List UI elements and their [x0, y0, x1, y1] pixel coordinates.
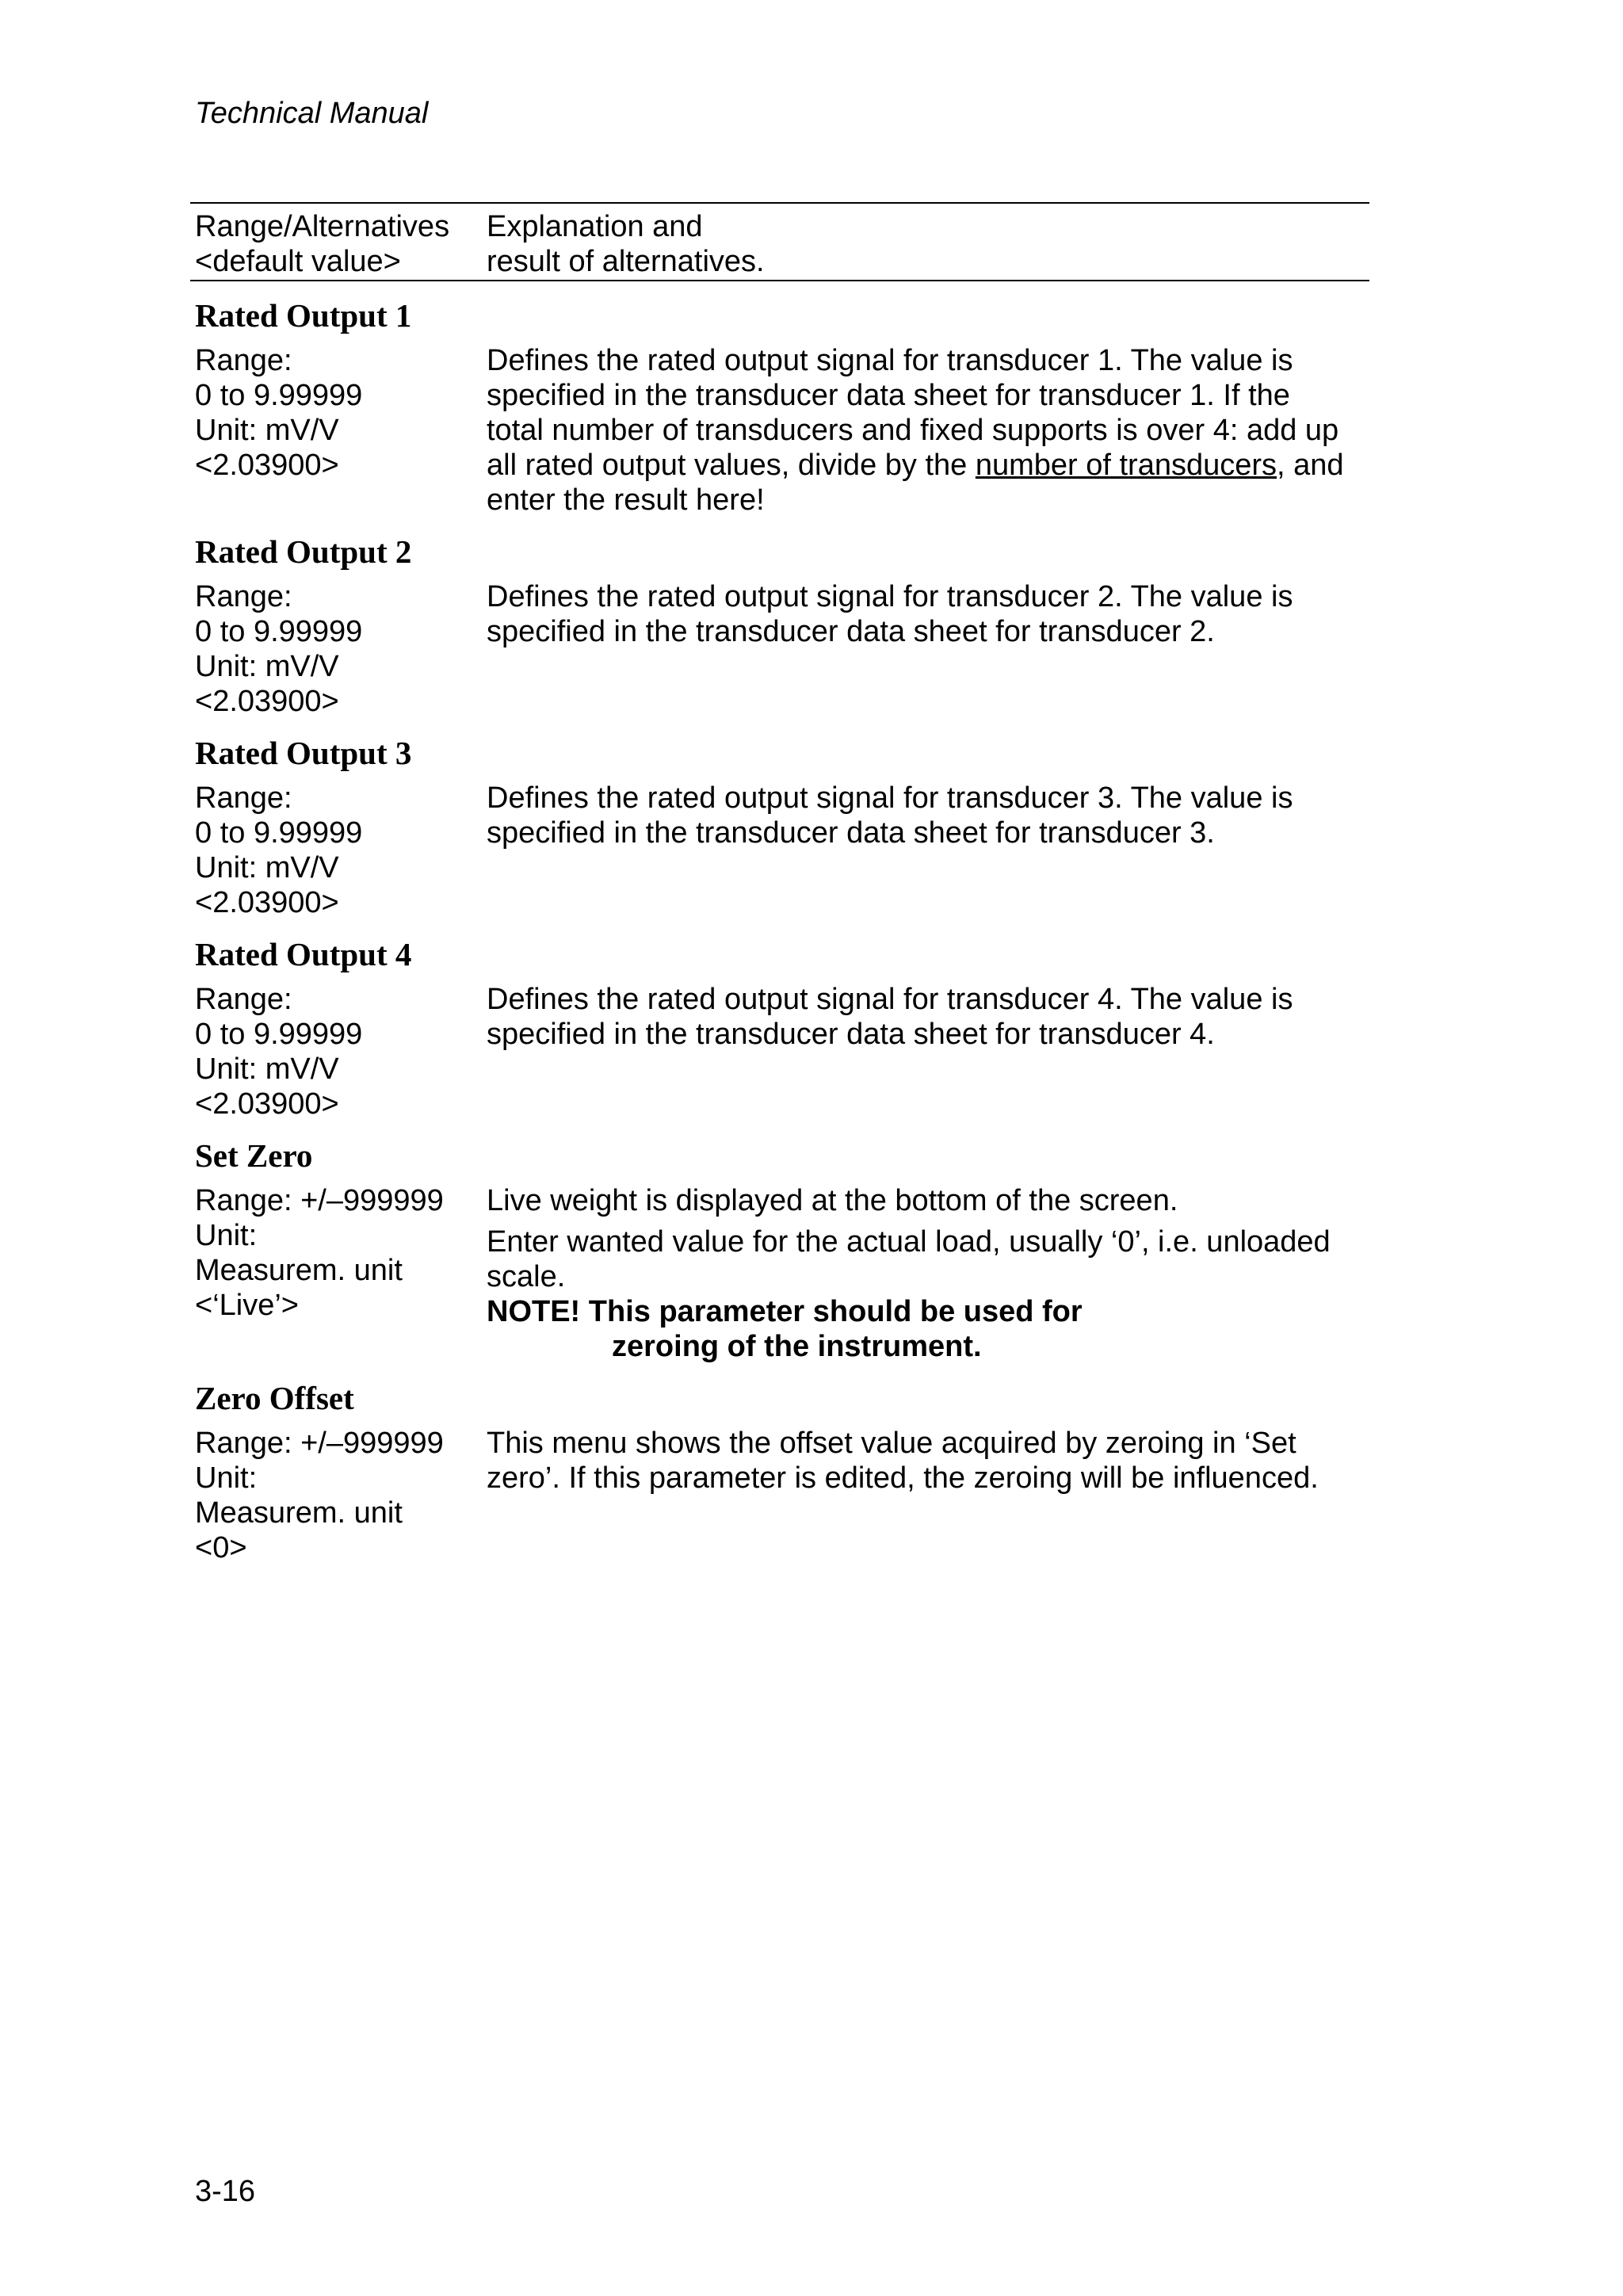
- range-line: 0 to 9.99999: [195, 379, 363, 412]
- range-line: Range:: [195, 580, 292, 613]
- explanation-line: Defines the rated output signal for transducer 1. The value is: [487, 344, 1293, 377]
- param-range-column: [190, 982, 487, 1121]
- explanation-line: specified in the transducer data sheet for transducer 3.: [487, 816, 1215, 850]
- param-range-column: [190, 579, 487, 719]
- range-line: Range:: [195, 344, 292, 377]
- param-title: Rated Output 1: [195, 297, 412, 334]
- param-range-column: [190, 343, 487, 518]
- param-title: Rated Output 4: [195, 936, 412, 972]
- table-header-right: [487, 209, 1369, 279]
- range-line: <2.03900>: [195, 685, 339, 718]
- range-line: 0 to 9.99999: [195, 816, 363, 850]
- param-body: [190, 982, 1369, 1121]
- param-range-column: [190, 1426, 487, 1565]
- explanation-line: Enter wanted value for the actual load, usually ‘0’, i.e. unloaded: [487, 1225, 1331, 1259]
- explanation-line: enter the result here!: [487, 483, 765, 517]
- param-explanation-column: [487, 1426, 1369, 1565]
- param-range-column: [190, 1183, 487, 1364]
- page-number: 3-16: [195, 2175, 256, 2208]
- explanation-line: total number of transducers and fixed supports is over 4: add up: [487, 414, 1339, 447]
- range-line: Unit: mV/V: [195, 414, 339, 447]
- param-body: [190, 1183, 1369, 1364]
- param-section-rated-output-3: [190, 733, 1369, 920]
- range-line: Range:: [195, 983, 292, 1016]
- param-section-rated-output-4: [190, 934, 1369, 1121]
- param-body: [190, 781, 1369, 920]
- param-explanation-column: [487, 982, 1369, 1121]
- explanation-line: specified in the transducer data sheet for transducer 2.: [487, 615, 1215, 648]
- param-title: Rated Output 3: [195, 735, 412, 771]
- param-title: Rated Output 2: [195, 533, 412, 570]
- range-line: 0 to 9.99999: [195, 1018, 363, 1051]
- parameter-table: [190, 202, 1369, 1565]
- param-body: [190, 343, 1369, 518]
- param-section-rated-output-2: [190, 532, 1369, 719]
- header-right-line: result of alternatives.: [487, 245, 765, 278]
- explanation-text: , and: [1277, 449, 1344, 482]
- header-left-line: Range/Alternatives: [195, 210, 450, 243]
- range-line: Unit:: [195, 1461, 258, 1495]
- range-line: <2.03900>: [195, 449, 339, 482]
- range-line: <0>: [195, 1531, 247, 1564]
- range-line: Measurem. unit: [195, 1254, 403, 1287]
- range-line: <‘Live’>: [195, 1289, 299, 1322]
- range-line: Range: +/–999999: [195, 1427, 444, 1460]
- explanation-line: Defines the rated output signal for transducer 3. The value is: [487, 781, 1293, 815]
- param-title: Zero Offset: [195, 1380, 354, 1416]
- range-line: Range: +/–999999: [195, 1184, 444, 1217]
- explanation-paragraph: [487, 1224, 1369, 1294]
- number-of-transducers-link[interactable]: number of transducers: [975, 449, 1277, 482]
- param-range-column: [190, 781, 487, 920]
- note-text: NOTE! This parameter should be used for: [487, 1295, 1083, 1328]
- param-body: [190, 579, 1369, 719]
- param-body: [190, 1426, 1369, 1565]
- explanation-line: specified in the transducer data sheet for transducer 4.: [487, 1018, 1215, 1051]
- range-line: <2.03900>: [195, 886, 339, 919]
- param-explanation-column: [487, 343, 1369, 518]
- explanation-line: Defines the rated output signal for transducer 4. The value is: [487, 983, 1293, 1016]
- explanation-text: all rated output values, divide by the: [487, 449, 976, 482]
- range-line: <2.03900>: [195, 1087, 339, 1121]
- table-header-row: [190, 202, 1369, 281]
- param-title: Set Zero: [195, 1137, 313, 1174]
- explanation-line: scale.: [487, 1260, 566, 1293]
- range-line: Unit: mV/V: [195, 851, 339, 884]
- explanation-line: Defines the rated output signal for transducer 2. The value is: [487, 580, 1293, 613]
- table-header-left: [190, 209, 487, 279]
- explanation-line: specified in the transducer data sheet for transducer 1. If the: [487, 379, 1290, 412]
- range-line: Range:: [195, 781, 292, 815]
- range-line: Unit: mV/V: [195, 1052, 339, 1086]
- param-section-set-zero: [190, 1136, 1369, 1364]
- range-line: Measurem. unit: [195, 1496, 403, 1530]
- range-line: 0 to 9.99999: [195, 615, 363, 648]
- range-line: Unit:: [195, 1219, 258, 1252]
- param-explanation-column: [487, 1183, 1369, 1364]
- note-text: zeroing of the instrument.: [612, 1330, 982, 1363]
- param-explanation-column: [487, 579, 1369, 719]
- range-line: Unit: mV/V: [195, 650, 339, 683]
- param-section-zero-offset: [190, 1378, 1369, 1565]
- explanation-line: [487, 448, 1369, 483]
- explanation-line: zero’. If this parameter is edited, the zeroing will be influenced.: [487, 1461, 1319, 1495]
- param-section-rated-output-1: [190, 296, 1369, 518]
- header-left-line: <default value>: [195, 245, 401, 278]
- page-header-title: Technical Manual: [195, 97, 429, 130]
- param-explanation-column: [487, 781, 1369, 920]
- explanation-paragraph: Live weight is displayed at the bottom of the screen.: [487, 1184, 1178, 1217]
- header-right-line: Explanation and: [487, 210, 703, 243]
- explanation-line: This menu shows the offset value acquired by zeroing in ‘Set: [487, 1427, 1296, 1460]
